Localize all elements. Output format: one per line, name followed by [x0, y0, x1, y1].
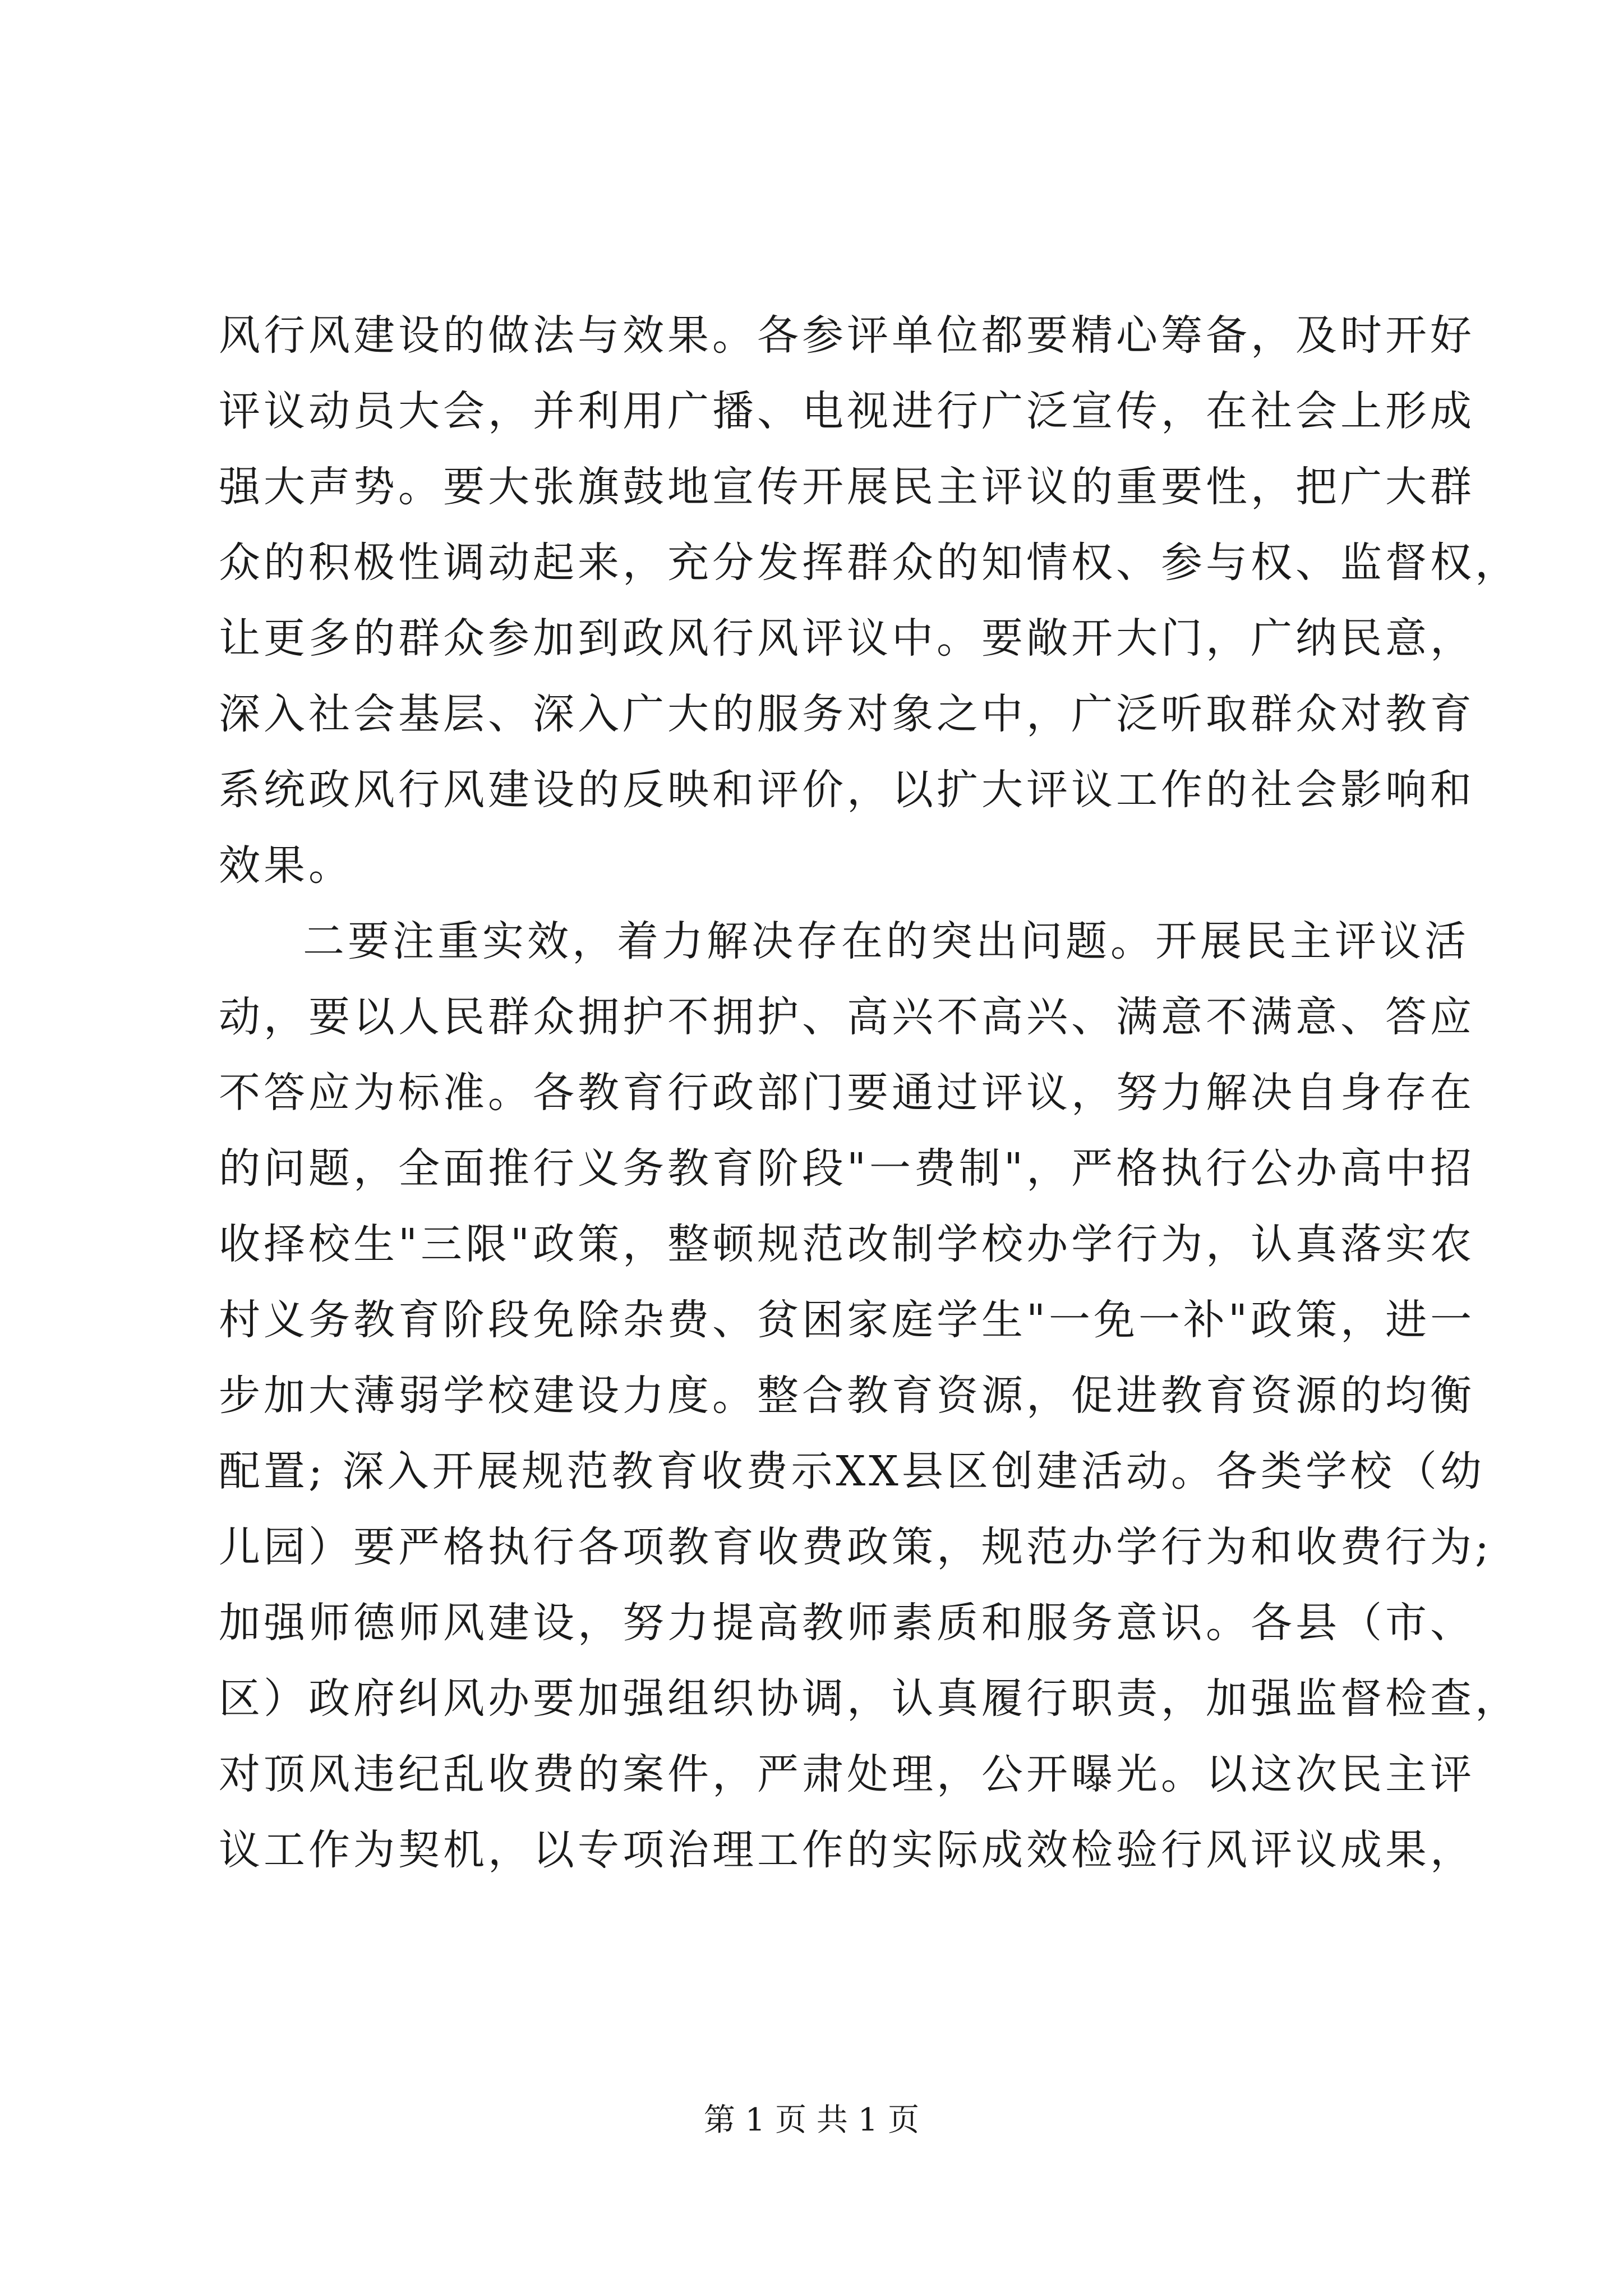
text-line: 让更多的群众参加到政风行风评议中。要敞开大门，广纳民意， [219, 614, 1475, 662]
text-line: 效果。 [219, 841, 353, 890]
text-line: 加强师德师风建设，努力提高教师素质和服务意识。各县（市、 [219, 1599, 1475, 1647]
text-line: 众的积极性调动起来，充分发挥群众的知情权、参与权、监督权， [219, 539, 1520, 587]
text-line: 议工作为契机，以专项治理工作的实际成效检验行风评议成果， [219, 1826, 1475, 1874]
text-line: 配置; 深入开展规范教育收费示XX县区创建活动。各类学校（幼 [219, 1447, 1485, 1496]
text-line: 区）政府纠风办要加强组织协调，认真履行职责，加强监督检查， [219, 1674, 1520, 1723]
text-line: 不答应为标准。各教育行政部门要通过评议，努力解决自身存在 [219, 1069, 1475, 1117]
paragraph-first-line: 二要注重实效，着力解决存在的突出问题。开展民主评议活 [303, 917, 1469, 965]
text-line: 系统政风行风建设的反映和评价，以扩大评议工作的社会影响和 [219, 766, 1475, 814]
text-line: 动，要以人民群众拥护不拥护、高兴不高兴、满意不满意、答应 [219, 993, 1475, 1041]
text-line: 深入社会基层、深入广大的服务对象之中，广泛听取群众对教育 [219, 690, 1475, 738]
text-line: 强大声势。要大张旗鼓地宣传开展民主评议的重要性，把广大群 [219, 463, 1475, 511]
text-line: 的问题，全面推行义务教育阶段"一费制"，严格执行公办高中招 [219, 1144, 1476, 1193]
text-line: 村义务教育阶段免除杂费、贫困家庭学生"一免一补"政策，进一 [219, 1296, 1476, 1344]
text-line: 风行风建设的做法与效果。各参评单位都要精心筹备，及时开好 [219, 311, 1475, 360]
text-line: 儿园）要严格执行各项教育收费政策，规范办学行为和收费行为; [219, 1523, 1492, 1571]
text-line: 步加大薄弱学校建设力度。整合教育资源，促进教育资源的均衡 [219, 1372, 1475, 1420]
text-line: 收择校生"三限"政策，整顿规范改制学校办学行为，认真落实农 [219, 1220, 1476, 1268]
text-line: 评议动员大会，并利用广播、电视进行广泛宣传，在社会上形成 [219, 387, 1475, 435]
page-number-footer: 第 1 页 共 1 页 [703, 2102, 920, 2138]
text-line: 对顶风违纪乱收费的案件，严肃处理，公开曝光。以这次民主评 [219, 1750, 1475, 1798]
